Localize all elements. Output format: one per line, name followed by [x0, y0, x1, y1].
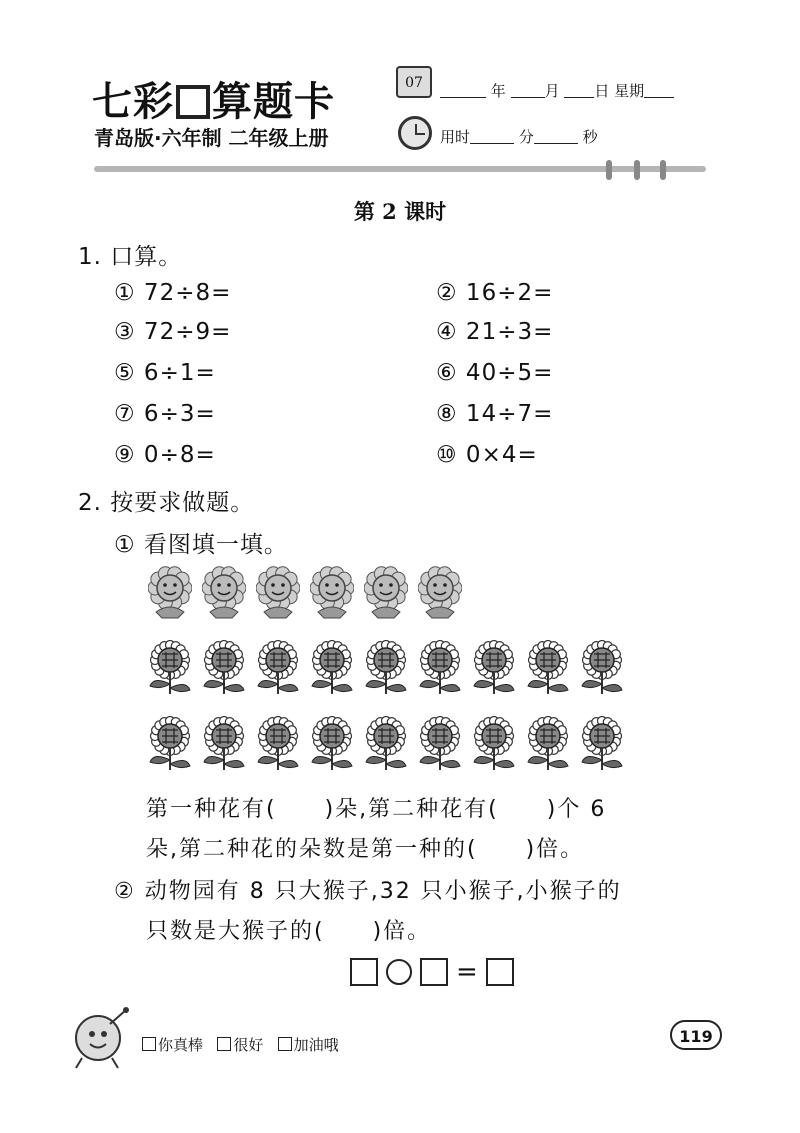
- smiling-flower-icon: [418, 566, 462, 620]
- sunflower-icon: [364, 716, 408, 772]
- sunflower-icon: [310, 640, 354, 696]
- rating-checkbox[interactable]: [142, 1037, 156, 1051]
- sunflower-icon: [580, 716, 624, 772]
- smiling-flower-icon: [310, 566, 354, 620]
- weekday-blank[interactable]: [644, 83, 674, 98]
- q2-sub1-title: ① 看图填一填。: [114, 532, 288, 558]
- q1-item: ③ 72÷9=: [114, 319, 232, 345]
- flower-row-3: [148, 716, 624, 772]
- q2-sub2-line2: 只数是大猴子的( )倍。: [146, 919, 432, 944]
- sunflower-icon: [526, 640, 570, 696]
- sunflower-icon: [256, 640, 300, 696]
- q1-item: ⑧ 14÷7=: [436, 401, 554, 427]
- q2-sub1-line2: 朵,第二种花的朵数是第一种的( )倍。: [146, 837, 585, 862]
- sunflower-icon: [148, 716, 192, 772]
- time-line: [440, 126, 598, 147]
- answer-box[interactable]: [420, 958, 448, 986]
- rating-checkbox[interactable]: [278, 1037, 292, 1051]
- mascot-icon: [68, 1004, 134, 1072]
- second-label: 秒: [582, 128, 598, 146]
- minute-label: 分: [518, 128, 534, 146]
- q1-item: ② 16÷2=: [436, 280, 554, 306]
- edition-label: 青岛版·六年制 二年级上册: [94, 126, 329, 150]
- smiling-flower-icon: [148, 566, 192, 620]
- q1-item: ⑩ 0×4=: [436, 442, 538, 468]
- flower-row-2: [148, 640, 624, 696]
- sunflower-icon: [580, 640, 624, 696]
- q2-heading: 2. 按要求做题。: [78, 490, 255, 516]
- time-label: 用时: [440, 128, 471, 146]
- q1-item: ⑥ 40÷5=: [436, 360, 554, 386]
- answer-box[interactable]: [350, 958, 378, 986]
- q1-item: ⑦ 6÷3=: [114, 401, 216, 427]
- q1-heading: 1. 口算。: [78, 244, 183, 270]
- month-label: 月: [544, 82, 560, 100]
- header-divider: [94, 166, 706, 172]
- calendar-day: 07: [405, 75, 423, 91]
- brand-char-1: 七: [92, 79, 133, 125]
- smiling-flower-icon: [202, 566, 246, 620]
- rating-checkbox[interactable]: [217, 1037, 231, 1051]
- answer-box[interactable]: [486, 958, 514, 986]
- divider-bead: [634, 160, 640, 180]
- q2-sub1-line1: 第一种花有( )朵,第二种花有( )个 6: [146, 797, 607, 822]
- sunflower-icon: [310, 716, 354, 772]
- sunflower-icon: [364, 640, 408, 696]
- day-blank[interactable]: [564, 83, 594, 98]
- sunflower-icon: [148, 640, 192, 696]
- weekday-label: 星期: [614, 82, 645, 100]
- day-label: 日: [594, 82, 610, 100]
- sunflower-icon: [418, 716, 462, 772]
- q2-sub2-line1: ② 动物园有 8 只大猴子,32 只小猴子,小猴子的: [114, 879, 622, 904]
- sunflower-icon: [526, 716, 570, 772]
- smiling-flower-icon: [256, 566, 300, 620]
- minute-blank[interactable]: [470, 129, 514, 144]
- smiling-flower-icon: [364, 566, 408, 620]
- q1-item: ⑤ 6÷1=: [114, 360, 216, 386]
- sunflower-icon: [472, 716, 516, 772]
- lesson-title: 第 2 课时: [353, 199, 447, 224]
- month-blank[interactable]: [511, 83, 545, 98]
- page-number: 119: [670, 1020, 722, 1050]
- year-blank[interactable]: [440, 83, 486, 98]
- rating-label: 很好: [233, 1036, 264, 1054]
- self-rating: [142, 1034, 339, 1055]
- rating-label: 加油哦: [293, 1036, 339, 1054]
- second-blank[interactable]: [534, 129, 578, 144]
- q1-item: ① 72÷8=: [114, 280, 232, 306]
- operator-circle[interactable]: [386, 959, 412, 985]
- divider-bead: [606, 160, 612, 180]
- brand-rest: 算题卡: [212, 79, 335, 125]
- brand-square-glyph: [176, 85, 210, 119]
- clock-icon: [398, 116, 432, 150]
- calendar-icon: [396, 66, 432, 98]
- brand-title: [92, 70, 335, 127]
- date-line: [440, 80, 674, 101]
- sunflower-icon: [202, 716, 246, 772]
- year-label: 年: [490, 82, 506, 100]
- brand-char-2: 彩: [133, 79, 174, 125]
- sunflower-icon: [472, 640, 516, 696]
- q1-item: ④ 21÷3=: [436, 319, 554, 345]
- q1-item: ⑨ 0÷8=: [114, 442, 216, 468]
- sunflower-icon: [256, 716, 300, 772]
- sunflower-icon: [418, 640, 462, 696]
- sunflower-icon: [202, 640, 246, 696]
- flower-row-1: [148, 566, 462, 620]
- divider-bead: [660, 160, 666, 180]
- equals-sign: =: [456, 957, 478, 987]
- equation-template: [350, 958, 514, 986]
- rating-label: 你真棒: [158, 1036, 204, 1054]
